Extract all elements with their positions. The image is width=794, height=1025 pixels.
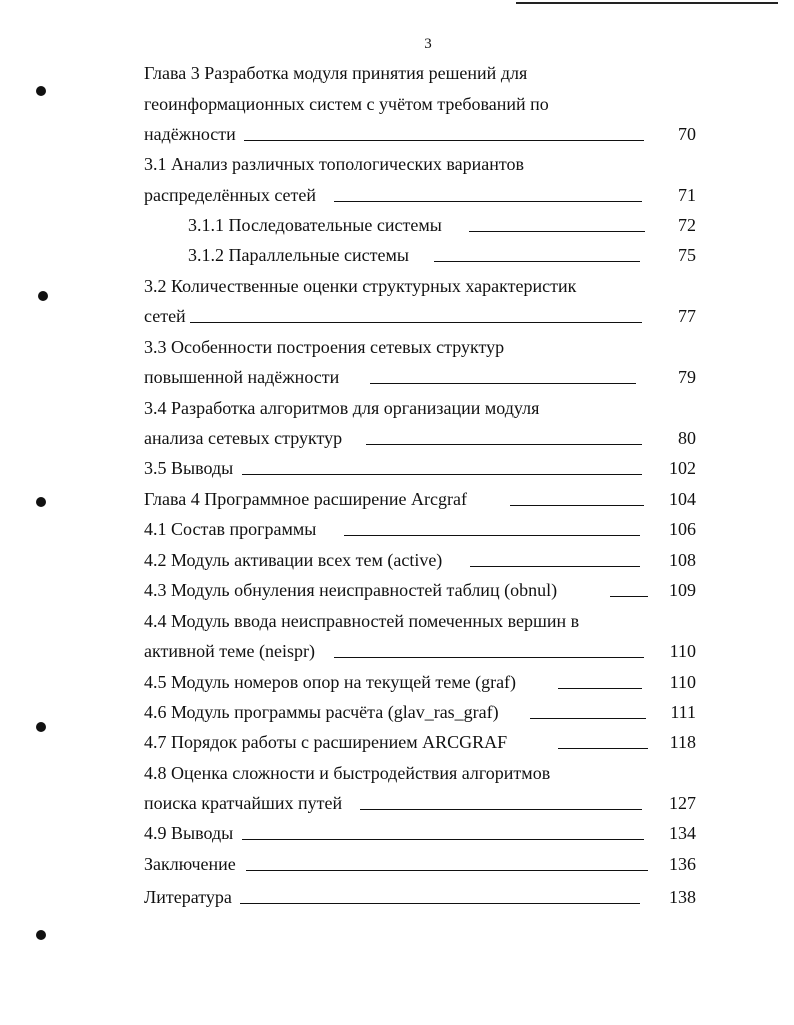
toc-entry-text: 3.1 Анализ различных топологических вариантов <box>144 154 525 174</box>
toc-entry-text: 4.2 Модуль активации всех тем (active) <box>144 550 443 570</box>
toc-leader-line <box>469 231 645 232</box>
toc-entry-text: 4.3 Модуль обнуления неисправностей таблиц (obnul) <box>144 580 558 600</box>
toc-line <box>144 729 696 755</box>
toc-page-number: 136 <box>669 854 696 874</box>
toc-entry-text: поиска кратчайших путей <box>144 793 343 813</box>
top-border-line <box>516 2 778 4</box>
toc-entry-text: 3.5 Выводы <box>144 458 234 478</box>
toc-line <box>144 395 696 421</box>
toc-leader-line <box>344 535 640 536</box>
toc-page-number: 108 <box>669 550 696 570</box>
toc-page-number: 106 <box>669 519 696 539</box>
toc-page-number: 80 <box>678 428 696 448</box>
toc-leader-line <box>240 903 640 904</box>
toc-entry-text: повышенной надёжности <box>144 367 340 387</box>
toc-line <box>144 182 696 208</box>
toc-leader-line <box>510 505 644 506</box>
page-number: 3 <box>424 36 432 52</box>
toc-line <box>144 151 696 177</box>
toc-page-number: 71 <box>678 185 696 205</box>
toc-line <box>144 212 696 238</box>
toc-entry-text: Глава 3 Разработка модуля принятия решений для <box>144 63 528 83</box>
toc-page-number: 127 <box>669 793 696 813</box>
toc-page-number: 110 <box>669 641 696 661</box>
toc-entry-text: распределённых сетей <box>144 185 317 205</box>
toc-entry-text: геоинформационных систем с учётом требований по <box>144 94 549 114</box>
toc-leader-line <box>366 444 642 445</box>
toc-leader-line <box>530 718 646 719</box>
toc-line <box>144 242 696 268</box>
toc-line <box>144 851 696 877</box>
toc-entry-text: 4.5 Модуль номеров опор на текущей теме (graf) <box>144 672 517 692</box>
toc-entry-text: 4.1 Состав программы <box>144 519 317 539</box>
toc-leader-line <box>334 657 644 658</box>
toc-entry-text: 3.1.2 Параллельные системы <box>188 245 409 265</box>
toc-entry-text: активной теме (neispr) <box>144 641 315 661</box>
toc-page-number: 134 <box>669 823 696 843</box>
toc-line <box>144 425 696 451</box>
toc-entry-text: 4.6 Модуль программы расчёта (glav_ras_graf) <box>144 702 499 722</box>
toc-entry-text: 4.7 Порядок работы с расширением ARCGRAF <box>144 732 508 752</box>
toc-page-number: 72 <box>678 215 696 235</box>
toc-leader-line <box>558 748 648 749</box>
toc-line <box>144 364 696 390</box>
punch-hole-mark <box>36 930 46 940</box>
toc-entry-text: 3.4 Разработка алгоритмов для организации модуля <box>144 398 540 418</box>
toc-leader-line <box>434 261 640 262</box>
toc-leader-line <box>242 839 644 840</box>
toc-line <box>144 638 696 664</box>
toc-line <box>144 547 696 573</box>
toc-entry-text: 4.4 Модуль ввода неисправностей помеченных вершин в <box>144 611 580 631</box>
toc-line <box>144 303 696 329</box>
toc-leader-line <box>246 870 648 871</box>
toc-line <box>144 820 696 846</box>
toc-line <box>144 516 696 542</box>
toc-entry-text: 3.3 Особенности построения сетевых структур <box>144 337 505 357</box>
toc-line <box>144 121 696 147</box>
toc-entry-text: Глава 4 Программное расширение Arcgraf <box>144 489 467 509</box>
toc-entry-text: надёжности <box>144 124 236 144</box>
toc-page-number: 102 <box>669 458 696 478</box>
punch-hole-mark <box>36 86 46 96</box>
toc-page-number: 109 <box>669 580 696 600</box>
toc-entry-text: 3.2 Количественные оценки структурных характеристик <box>144 276 577 296</box>
toc-entry-text: Литература <box>144 887 232 907</box>
toc-entry-text: 4.8 Оценка сложности и быстродействия алгоритмов <box>144 763 551 783</box>
toc-leader-line <box>190 322 642 323</box>
toc-page-number: 111 <box>670 702 696 722</box>
toc-line <box>144 760 696 786</box>
toc-page-number: 79 <box>678 367 696 387</box>
punch-hole-mark <box>38 291 48 301</box>
punch-hole-mark <box>36 722 46 732</box>
toc-page-number: 77 <box>678 306 696 326</box>
toc-line <box>144 60 696 86</box>
toc-page-number: 138 <box>669 887 696 907</box>
toc-leader-line <box>360 809 642 810</box>
toc-entry-text: сетей <box>144 306 186 326</box>
toc-line <box>144 91 696 117</box>
toc-line <box>144 884 696 910</box>
toc-line <box>144 608 696 634</box>
punch-hole-mark <box>36 497 46 507</box>
toc-leader-line <box>370 383 636 384</box>
toc-entry-text: 3.1.1 Последовательные системы <box>188 215 442 235</box>
toc-line <box>144 273 696 299</box>
toc-entry-text: 4.9 Выводы <box>144 823 234 843</box>
toc-line <box>144 577 696 603</box>
toc-page-number: 104 <box>669 489 696 509</box>
toc-page-number: 70 <box>678 124 696 144</box>
toc-leader-line <box>244 140 644 141</box>
toc-line <box>144 669 696 695</box>
toc-entry-text: анализа сетевых структур <box>144 428 343 448</box>
toc-leader-line <box>610 596 648 597</box>
toc-line <box>144 699 696 725</box>
toc-leader-line <box>242 474 642 475</box>
toc-line <box>144 790 696 816</box>
toc-leader-line <box>470 566 640 567</box>
toc-line <box>144 486 696 512</box>
toc-page-number: 110 <box>669 672 696 692</box>
toc-line <box>144 334 696 360</box>
toc-line <box>144 455 696 481</box>
toc-entry-text: Заключение <box>144 854 236 874</box>
toc-page-number: 118 <box>669 732 696 752</box>
toc-page-number: 75 <box>678 245 696 265</box>
toc-leader-line <box>558 688 642 689</box>
toc-leader-line <box>334 201 642 202</box>
